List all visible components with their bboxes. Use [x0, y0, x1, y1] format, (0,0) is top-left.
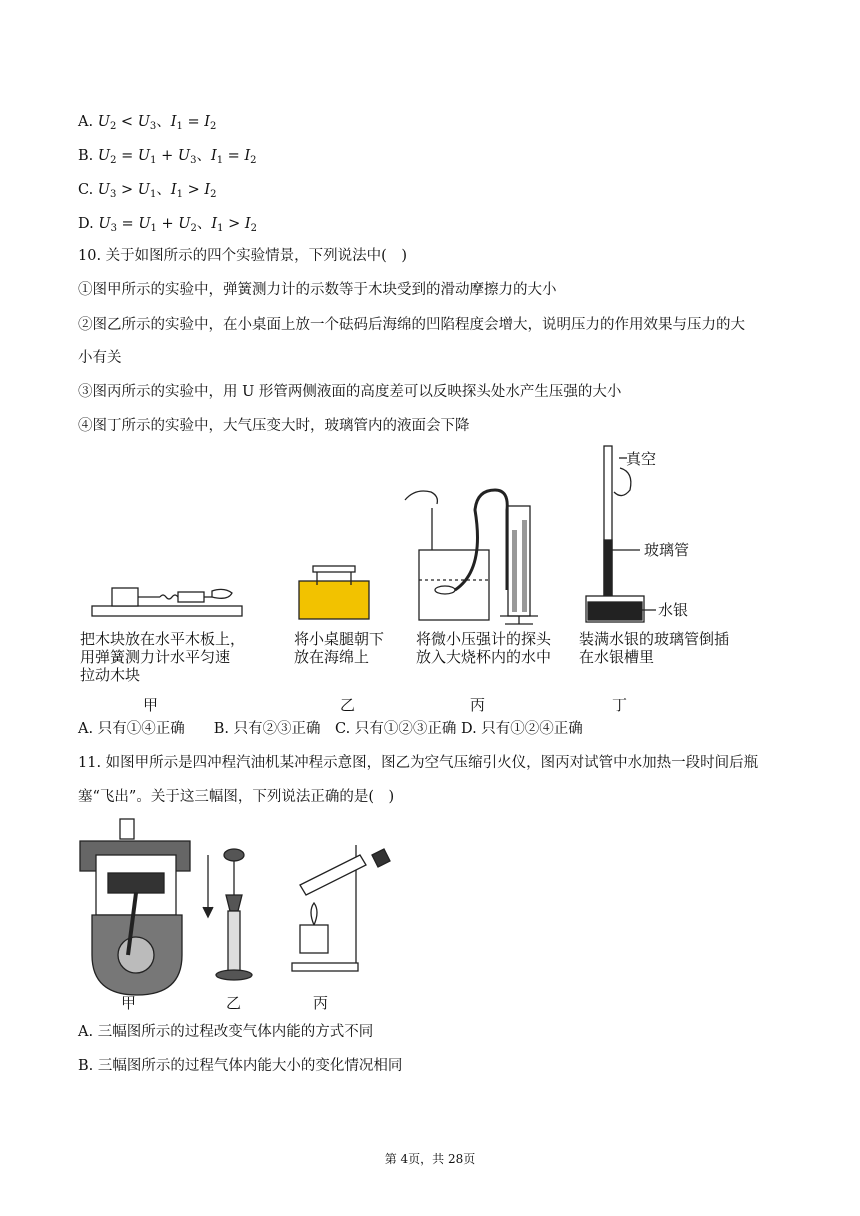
q11-figure-drawing	[0, 815, 860, 1015]
q11-stem-b: 塞“飞出”。关于这三幅图，下列说法正确的是( )	[78, 789, 395, 805]
q11-option-b: B. 三幅图所示的过程气体内能大小的变化情况相同	[78, 1058, 403, 1074]
label-yi: 乙	[340, 696, 356, 714]
q9-option-a: A. $U_2 < U_3$、$I_1 = I_2$	[78, 114, 217, 132]
test-tube-heating-illustration	[292, 845, 390, 971]
table-sponge-illustration	[299, 566, 369, 619]
ding-tube-label: 玻璃管	[644, 541, 690, 559]
q9-option-b: B. $U_2 = U_1 + U_3$、$I_1 = I_2$	[78, 148, 257, 166]
bing-caption: 将微小压强计的探头 放入大烧杯内的水中	[416, 630, 552, 666]
q9-option-c-expr: $U_3 > U_1$、$I_1 > I_2$	[97, 182, 217, 200]
ding-caption: 装满水银的玻璃管倒插 在水银槽里	[579, 630, 730, 666]
q10-options: A. 只有①④正确 B. 只有②③正确 C. 只有①②③正确 D. 只有①②④正确	[78, 721, 583, 737]
compression-igniter-illustration	[203, 849, 252, 980]
q9-option-d: D. $U_3 = U_1 + U_2$、$I_1 > I_2$	[78, 216, 257, 234]
yi-caption: 将小桌腿朝下 放在海绵上	[294, 630, 385, 666]
q11-label-jia: 甲	[121, 994, 137, 1012]
q10-statement-3: ③图丙所示的实验中，用 U 形管两侧液面的高度差可以反映探头处水产生压强的大小	[78, 384, 622, 400]
pressure-gauge-illustration	[405, 490, 538, 624]
ding-vacuum-label: 真空	[626, 450, 657, 468]
ding-mercury-label: 水银	[658, 601, 689, 619]
q9-option-a-expr: $U_2 < U_3$、$I_1 = I_2$	[97, 114, 217, 132]
label-jia: 甲	[143, 696, 159, 714]
q11-label-bing: 丙	[313, 994, 329, 1012]
q10-statement-4: ④图丁所示的实验中，大气压变大时，玻璃管内的液面会下降	[78, 418, 470, 434]
label-bing: 丙	[470, 696, 486, 714]
q9-option-b-expr: $U_2 = U_1 + U_3$、$I_1 = I_2$	[97, 148, 257, 166]
page-footer: 第 4页，共 28页	[384, 1152, 476, 1166]
q11-label-yi: 乙	[226, 994, 242, 1012]
q10-statement-2a: ②图乙所示的实验中，在小桌面上放一个砝码后海绵的凹陷程度会增大，说明压力的作用效果与压力的大	[78, 317, 745, 333]
friction-experiment-illustration	[92, 588, 242, 616]
torricelli-illustration	[586, 446, 656, 622]
q9-option-d-expr: $U_3 = U_1 + U_2$、$I_1 > I_2$	[98, 216, 257, 234]
q11-option-a: A. 三幅图所示的过程改变气体内能的方式不同	[78, 1024, 374, 1040]
label-ding: 丁	[612, 696, 628, 714]
q10-stem: 10. 关于如图所示的四个实验情景，下列说法中( )	[78, 248, 407, 264]
q11-figure	[0, 815, 860, 1015]
jia-caption: 把木块放在水平木板上， 用弹簧测力计水平匀速 拉动木块	[80, 630, 246, 684]
q10-statement-2b: 小有关	[78, 350, 122, 366]
q11-stem-a: 11. 如图甲所示是四冲程汽油机某冲程示意图，图乙为空气压缩引火仪，图丙对试管中水加热一段时间后瓶	[78, 755, 759, 771]
q10-statement-1: ①图甲所示的实验中，弹簧测力计的示数等于木块受到的滑动摩擦力的大小	[78, 282, 557, 298]
q9-option-c: C. $U_3 > U_1$、$I_1 > I_2$	[78, 182, 217, 200]
q10-figure	[0, 440, 860, 720]
engine-illustration	[80, 819, 190, 995]
